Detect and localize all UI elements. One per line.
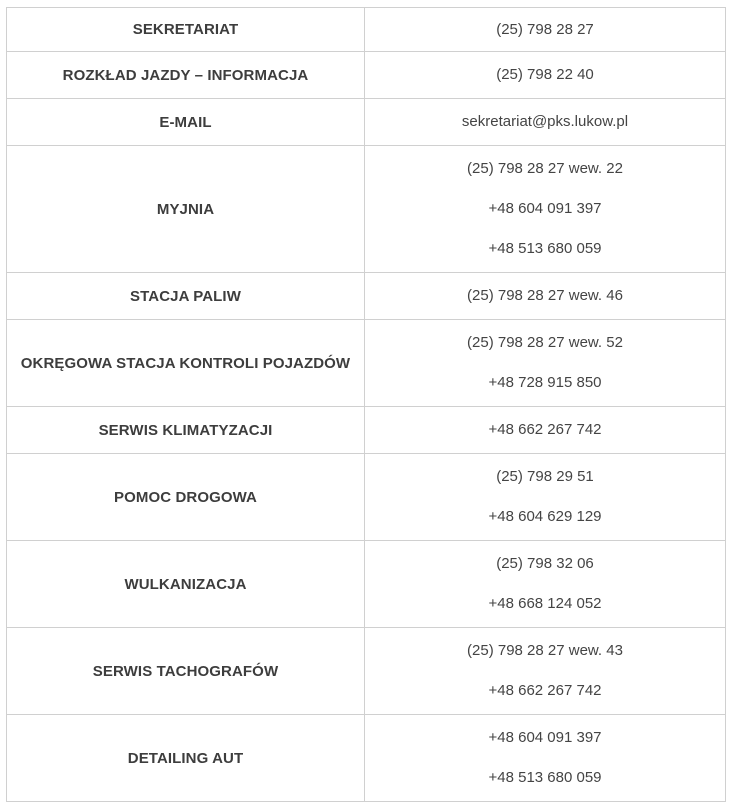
phone-number[interactable]: +48 604 091 397 bbox=[488, 200, 602, 217]
phone-number[interactable]: (25) 798 28 27 wew. 46 bbox=[467, 287, 623, 304]
phone-number[interactable]: (25) 798 29 51 bbox=[496, 468, 594, 485]
row-value bbox=[365, 320, 726, 407]
row-value bbox=[365, 273, 726, 320]
row-label: WULKANIZACJA bbox=[7, 541, 365, 628]
row-label: SERWIS TACHOGRAFÓW bbox=[7, 628, 365, 715]
phone-number[interactable]: (25) 798 28 27 wew. 43 bbox=[467, 642, 623, 659]
table-row bbox=[7, 99, 726, 146]
row-label: DETAILING AUT bbox=[7, 715, 365, 802]
phone-number[interactable]: (25) 798 22 40 bbox=[496, 66, 594, 83]
phone-number[interactable]: (25) 798 28 27 wew. 22 bbox=[467, 160, 623, 177]
row-label: E-MAIL bbox=[7, 99, 365, 146]
table-row bbox=[7, 52, 726, 99]
table-row bbox=[7, 541, 726, 628]
phone-number[interactable]: +48 662 267 742 bbox=[488, 682, 602, 699]
row-label: SEKRETARIAT bbox=[7, 8, 365, 52]
row-label: OKRĘGOWA STACJA KONTROLI POJAZDÓW bbox=[7, 320, 365, 407]
row-value bbox=[365, 8, 726, 52]
email-link[interactable]: sekretariat@pks.lukow.pl bbox=[461, 113, 629, 130]
row-value bbox=[365, 52, 726, 99]
phone-number[interactable]: +48 662 267 742 bbox=[488, 421, 602, 438]
row-value bbox=[365, 715, 726, 802]
row-value bbox=[365, 541, 726, 628]
contact-table bbox=[6, 7, 726, 802]
phone-number[interactable]: +48 604 091 397 bbox=[488, 729, 602, 746]
table-row bbox=[7, 715, 726, 802]
row-label: ROZKŁAD JAZDY – INFORMACJA bbox=[7, 52, 365, 99]
phone-number[interactable]: +48 513 680 059 bbox=[488, 769, 602, 786]
phone-number[interactable]: +48 513 680 059 bbox=[488, 240, 602, 257]
row-value bbox=[365, 628, 726, 715]
table-row bbox=[7, 454, 726, 541]
table-row bbox=[7, 628, 726, 715]
table-row bbox=[7, 407, 726, 454]
phone-number[interactable]: +48 668 124 052 bbox=[488, 595, 602, 612]
table-row bbox=[7, 8, 726, 52]
phone-number[interactable]: +48 728 915 850 bbox=[488, 374, 602, 391]
row-value bbox=[365, 146, 726, 273]
row-label: MYJNIA bbox=[7, 146, 365, 273]
table-row bbox=[7, 146, 726, 273]
row-value bbox=[365, 454, 726, 541]
row-label: STACJA PALIW bbox=[7, 273, 365, 320]
phone-number[interactable]: +48 604 629 129 bbox=[488, 508, 602, 525]
table-row bbox=[7, 320, 726, 407]
phone-number[interactable]: (25) 798 28 27 wew. 52 bbox=[467, 334, 623, 351]
row-value bbox=[365, 407, 726, 454]
row-value bbox=[365, 99, 726, 146]
phone-number[interactable]: (25) 798 32 06 bbox=[496, 555, 594, 572]
row-label: SERWIS KLIMATYZACJI bbox=[7, 407, 365, 454]
phone-number[interactable]: (25) 798 28 27 bbox=[496, 20, 594, 38]
table-row bbox=[7, 273, 726, 320]
row-label: POMOC DROGOWA bbox=[7, 454, 365, 541]
